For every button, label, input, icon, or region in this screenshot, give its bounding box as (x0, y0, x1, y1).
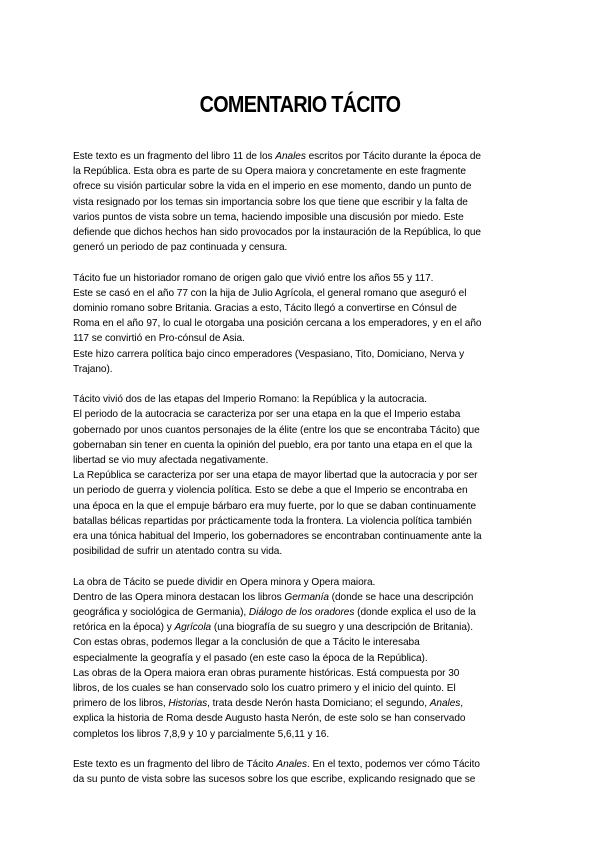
text-run: explica la historia de Roma desde Augusto hasta Nerón, de este solo se han conservado (73, 713, 466, 725)
text-line (73, 514, 533, 529)
text-run: Dentro de las Opera minora destacan los libros (73, 591, 285, 603)
text-line (73, 666, 533, 681)
text-run: libros, de los cuales se han conservado solo los cuatro primero y el inicio del quinto. El (73, 683, 456, 695)
italic-title: Germanía (284, 591, 329, 603)
text-run: Este texto es un fragmento del libro de Tácito (73, 759, 277, 771)
text-run: una época en la que el empuje bárbaro era muy fuerte, por lo que se daban continuamente (73, 500, 477, 512)
text-run: primero de los libros, (73, 698, 169, 710)
text-run: Las obras de la Opera maiora eran obras puramente históricas. Está compuesta por 30 (73, 667, 460, 679)
text-run: Tácito fue un historiador romano de origen galo que vivió entre los años 55 y 117. (73, 272, 434, 284)
paragraph (73, 575, 533, 742)
text-run: defiende que dichos hechos han sido provocados por la instauración de la República, lo que (73, 227, 481, 239)
text-run: ofrece su visión particular sobre la vida en el imperio en ese momento, dando un punto de (73, 181, 472, 193)
text-line (73, 179, 533, 194)
text-line (73, 453, 533, 468)
text-run: 117 se convirtió en Pro-cónsul de Asia. (73, 333, 245, 345)
text-line (73, 590, 533, 605)
text-run: gobernado por unos cuantos personajes de la élite (entre los que se encontraba Tácito) que (73, 424, 480, 436)
text-run: la República. Esta obra es parte de su Opera maiora y concretamente en este fragmente (73, 166, 466, 178)
text-run: batallas bélicas repartidas por prácticamente toda la frontera. La violencia política también (73, 515, 472, 527)
text-line (73, 468, 533, 483)
text-run: varios puntos de vista sobre un tema, haciendo imposible una discusión por miedo. Este (73, 211, 464, 223)
text-run: libertad se vio muy afectada negativamente. (73, 455, 269, 467)
italic-title: Diálogo de los oradores (248, 607, 355, 619)
text-run: especialmente la geografía y el pasado (en este caso la época de la República). (73, 652, 428, 664)
text-line (73, 347, 533, 362)
text-run: , (460, 698, 464, 710)
text-run: El periodo de la autocracia se caracteriza por ser una etapa en la que el Imperio estaba (73, 409, 461, 421)
text-line (73, 635, 533, 650)
text-run: geográfica y sociológica de Germania), (73, 607, 249, 619)
text-line (73, 316, 533, 331)
text-line (73, 651, 533, 666)
text-line (73, 331, 533, 346)
text-run: Tácito vivió dos de las etapas del Imperio Romano: la República y la autocracia. (73, 394, 427, 406)
italic-title: Agrícola (174, 622, 212, 634)
text-line (73, 164, 533, 179)
page-title: COMENTARIO TÁCITO (199, 91, 401, 117)
text-run: . En el texto, podemos ver cómo Tácito (306, 759, 480, 771)
paragraph (73, 271, 533, 377)
text-line (73, 711, 533, 726)
italic-title: Anales (276, 759, 307, 771)
text-run: retórica en la época) y (73, 622, 175, 634)
italic-title: Historias (168, 698, 208, 710)
text-run: Trajano). (73, 363, 113, 375)
text-run: era una tónica habitual del Imperio, los gobernadores se encontraban continuamente ante la (73, 531, 482, 543)
text-line (73, 681, 533, 696)
text-line (73, 575, 533, 590)
text-run: completos los libros 7,8,9 y 10 y parcialmente 5,6,11 y 16. (73, 728, 330, 740)
document-body (73, 149, 533, 803)
text-line (73, 149, 533, 164)
paragraph (73, 392, 533, 559)
text-run: , trata desde Nerón hasta Domiciano; el segundo, (207, 698, 430, 710)
text-line (73, 605, 533, 620)
text-line (73, 225, 533, 240)
text-line (73, 240, 533, 255)
italic-title: Anales (275, 151, 306, 162)
text-run: Roma en el año 97, lo cual le otorgaba una posición cercana a los emperadores, y en el año (73, 318, 482, 330)
text-run: generó un periodo de paz continuada y censura. (73, 242, 288, 254)
text-run: vista resignado por los temas sin importancia sobre los que tiene que escribir y la falta de (73, 196, 468, 208)
text-line (73, 210, 533, 225)
text-line (73, 362, 533, 377)
text-run: da su punto de vista sobre las sucesos sobre los que escribe, explicando resignado que se (73, 774, 476, 786)
text-line (73, 696, 533, 711)
text-line (73, 407, 533, 422)
text-run: posibilidad de sufrir un atentado contra su vida. (73, 546, 283, 558)
text-run: escritos por Tácito durante la época de (305, 151, 481, 162)
text-run: (donde explica el uso de la (354, 607, 476, 619)
text-line (73, 301, 533, 316)
paragraph (73, 757, 533, 787)
text-line (73, 392, 533, 407)
italic-title: Anales (429, 698, 461, 710)
text-run: Con estas obras, podemos llegar a la conclusión de que a Tácito le interesaba (73, 637, 420, 649)
text-line (73, 757, 533, 772)
text-run: gobernaban sin tener en cuenta la opinión del pueblo, era por tanto una etapa en el que la (73, 439, 473, 451)
text-run: dominio romano sobre Britania. Gracias a esto, Tácito llegó a convertirse en Cónsul de (73, 303, 457, 315)
text-run: La República se caracteriza por ser una etapa de mayor libertad que la autocracia y por ser (73, 470, 478, 482)
paragraph (73, 149, 533, 255)
text-line (73, 438, 533, 453)
text-line (73, 544, 533, 559)
text-line (73, 286, 533, 301)
text-run: (donde se hace una descripción (328, 591, 474, 603)
text-line (73, 499, 533, 514)
text-run: Este texto es un fragmento del libro 11 de los (73, 151, 276, 162)
text-line (73, 195, 533, 210)
text-line (73, 423, 533, 438)
text-line (73, 483, 533, 498)
text-line (73, 772, 533, 787)
text-run: La obra de Tácito se puede dividir en Opera minora y Opera maiora. (73, 576, 376, 588)
text-run: Este se casó en el año 77 con la hija de Julio Agrícola, el general romano que aseguró el (73, 287, 467, 299)
text-line (73, 271, 533, 286)
text-run: (una biografía de su suegro y una descripción de Britania). (211, 622, 473, 634)
text-line (73, 620, 533, 635)
text-run: Este hizo carrera política bajo cinco emperadores (Vespasiano, Tito, Domiciano, Nerva y (73, 348, 465, 360)
text-line (73, 727, 533, 742)
text-line (73, 529, 533, 544)
text-run: un periodo de guerra y violencia política. Esto se debe a que el Imperio se encontraba en (73, 485, 468, 497)
